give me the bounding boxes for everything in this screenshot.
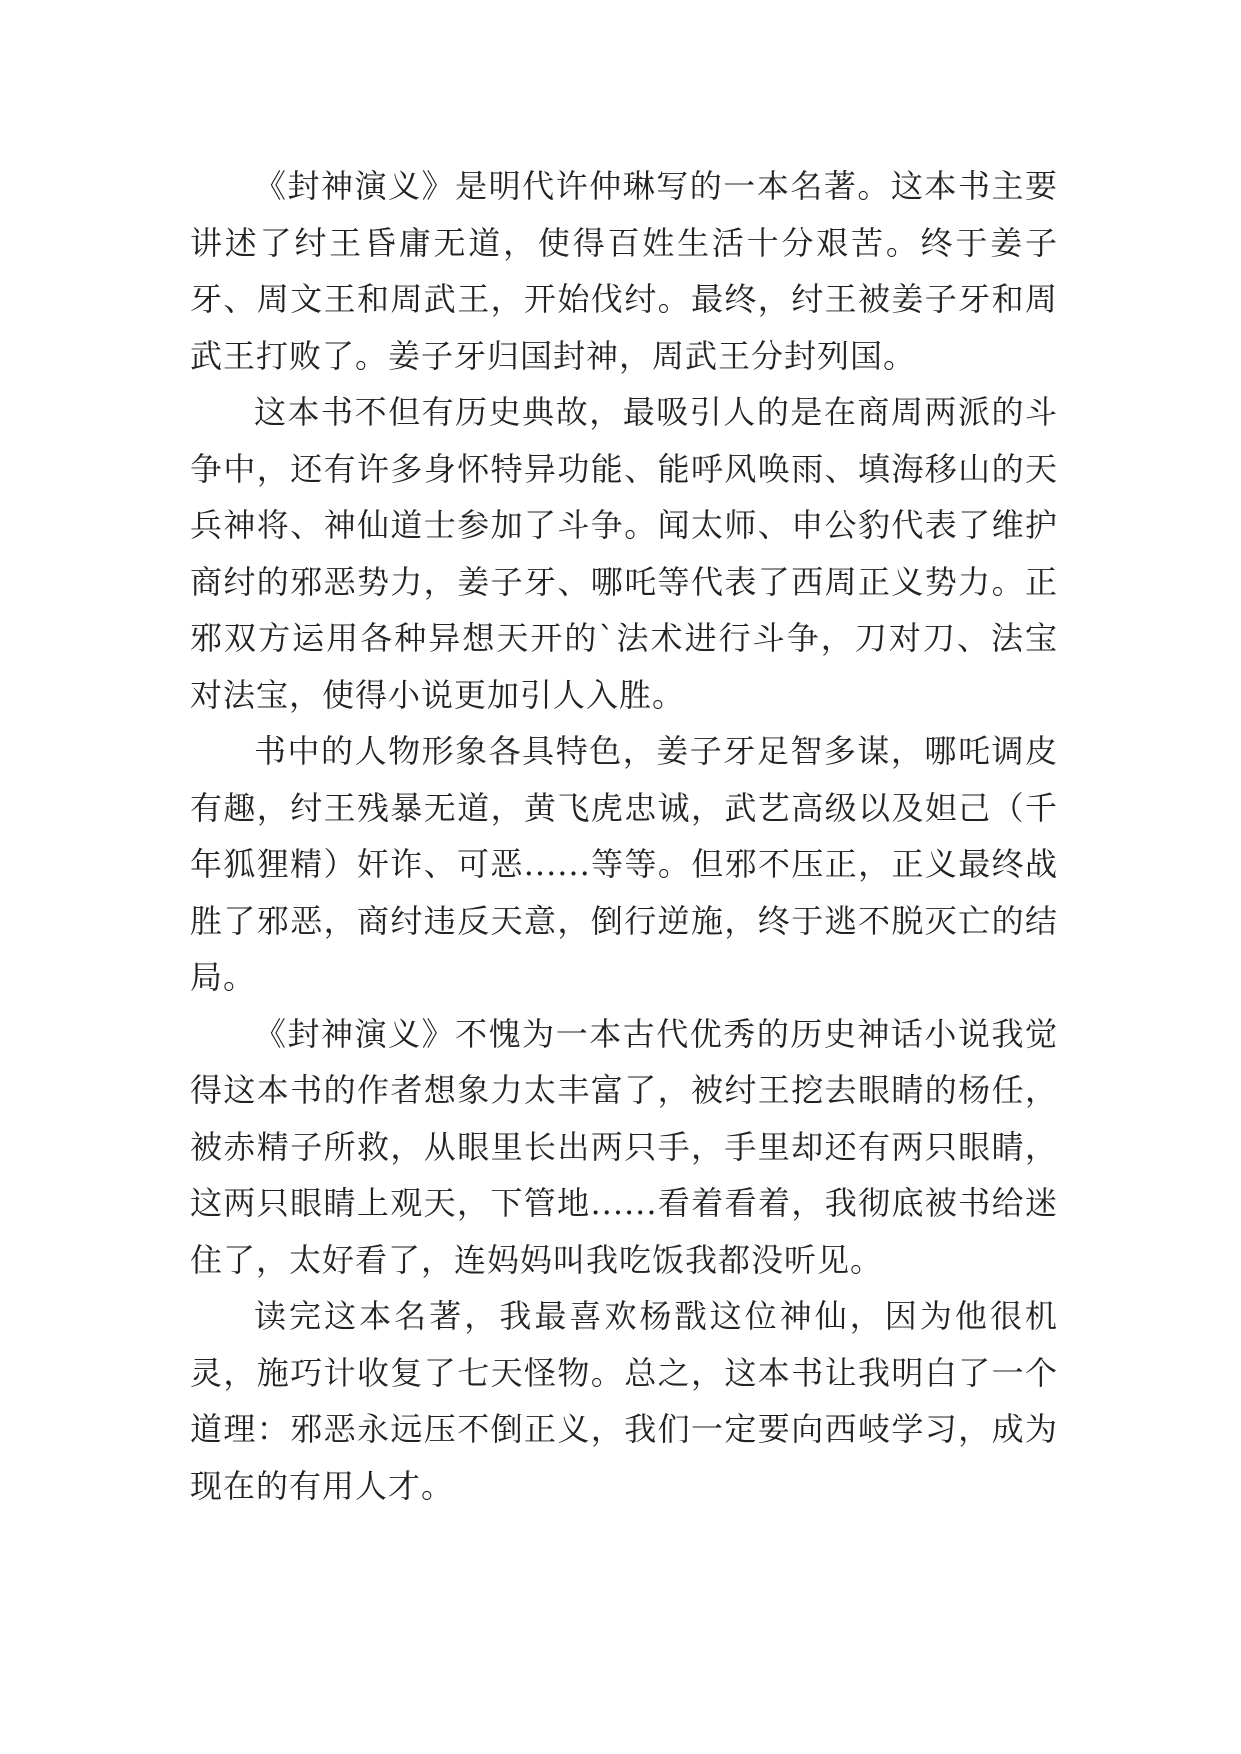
paragraph-3: 书中的人物形象各具特色，姜子牙足智多谋，哪吒调皮有趣，纣王残暴无道，黄飞虎忠诚，武艺高级以及妲己（千年狐狸精）奸诈、可恶......等等。但邪不压正，正义最终战胜了邪恶，商纣违反天意，倒行逆施，终于逃不脱灭亡的结局。: [190, 732, 1058, 996]
paragraph-1: 《封神演义》是明代许仲琳写的一本名著。这本书主要讲述了纣王昏庸无道，使得百姓生活十分艰苦。终于姜子牙、周文王和周武王，开始伐纣。最终，纣王被姜子牙和周武王打败了。姜子牙归国封神，周武王分封列国。: [190, 167, 1058, 375]
paragraph-4: 《封神演义》不愧为一本古代优秀的历史神话小说我觉得这本书的作者想象力太丰富了，被纣王挖去眼睛的杨任，被赤精子所救，从眼里长出两只手，手里却还有两只眼睛，这两只眼睛上观天，下管地......看着看着，我彻底被书给迷住了，太好看了，连妈妈叫我吃饭我都没听见。: [190, 1014, 1058, 1279]
paragraph-2: 这本书不但有历史典故，最吸引人的是在商周两派的斗争中，还有许多身怀特异功能、能呼风唤雨、填海移山的天兵神将、神仙道士参加了斗争。闻太师、申公豹代表了维护商纣的邪恶势力，姜子牙、哪吒等代表了西周正义势力。正邪双方运用各种异想天开的`法术进行斗争，刀对刀、法宝对法宝，使得小说更加引人入胜。: [190, 393, 1058, 714]
essay-body: [190, 158, 1058, 1514]
paragraph-5: 读完这本名著，我最喜欢杨戬这位神仙，因为他很机灵，施巧计收复了七天怪物。总之，这本书让我明白了一个道理：邪恶永远压不倒正义，我们一定要向西岐学习，成为现在的有用人才。: [190, 1297, 1058, 1505]
